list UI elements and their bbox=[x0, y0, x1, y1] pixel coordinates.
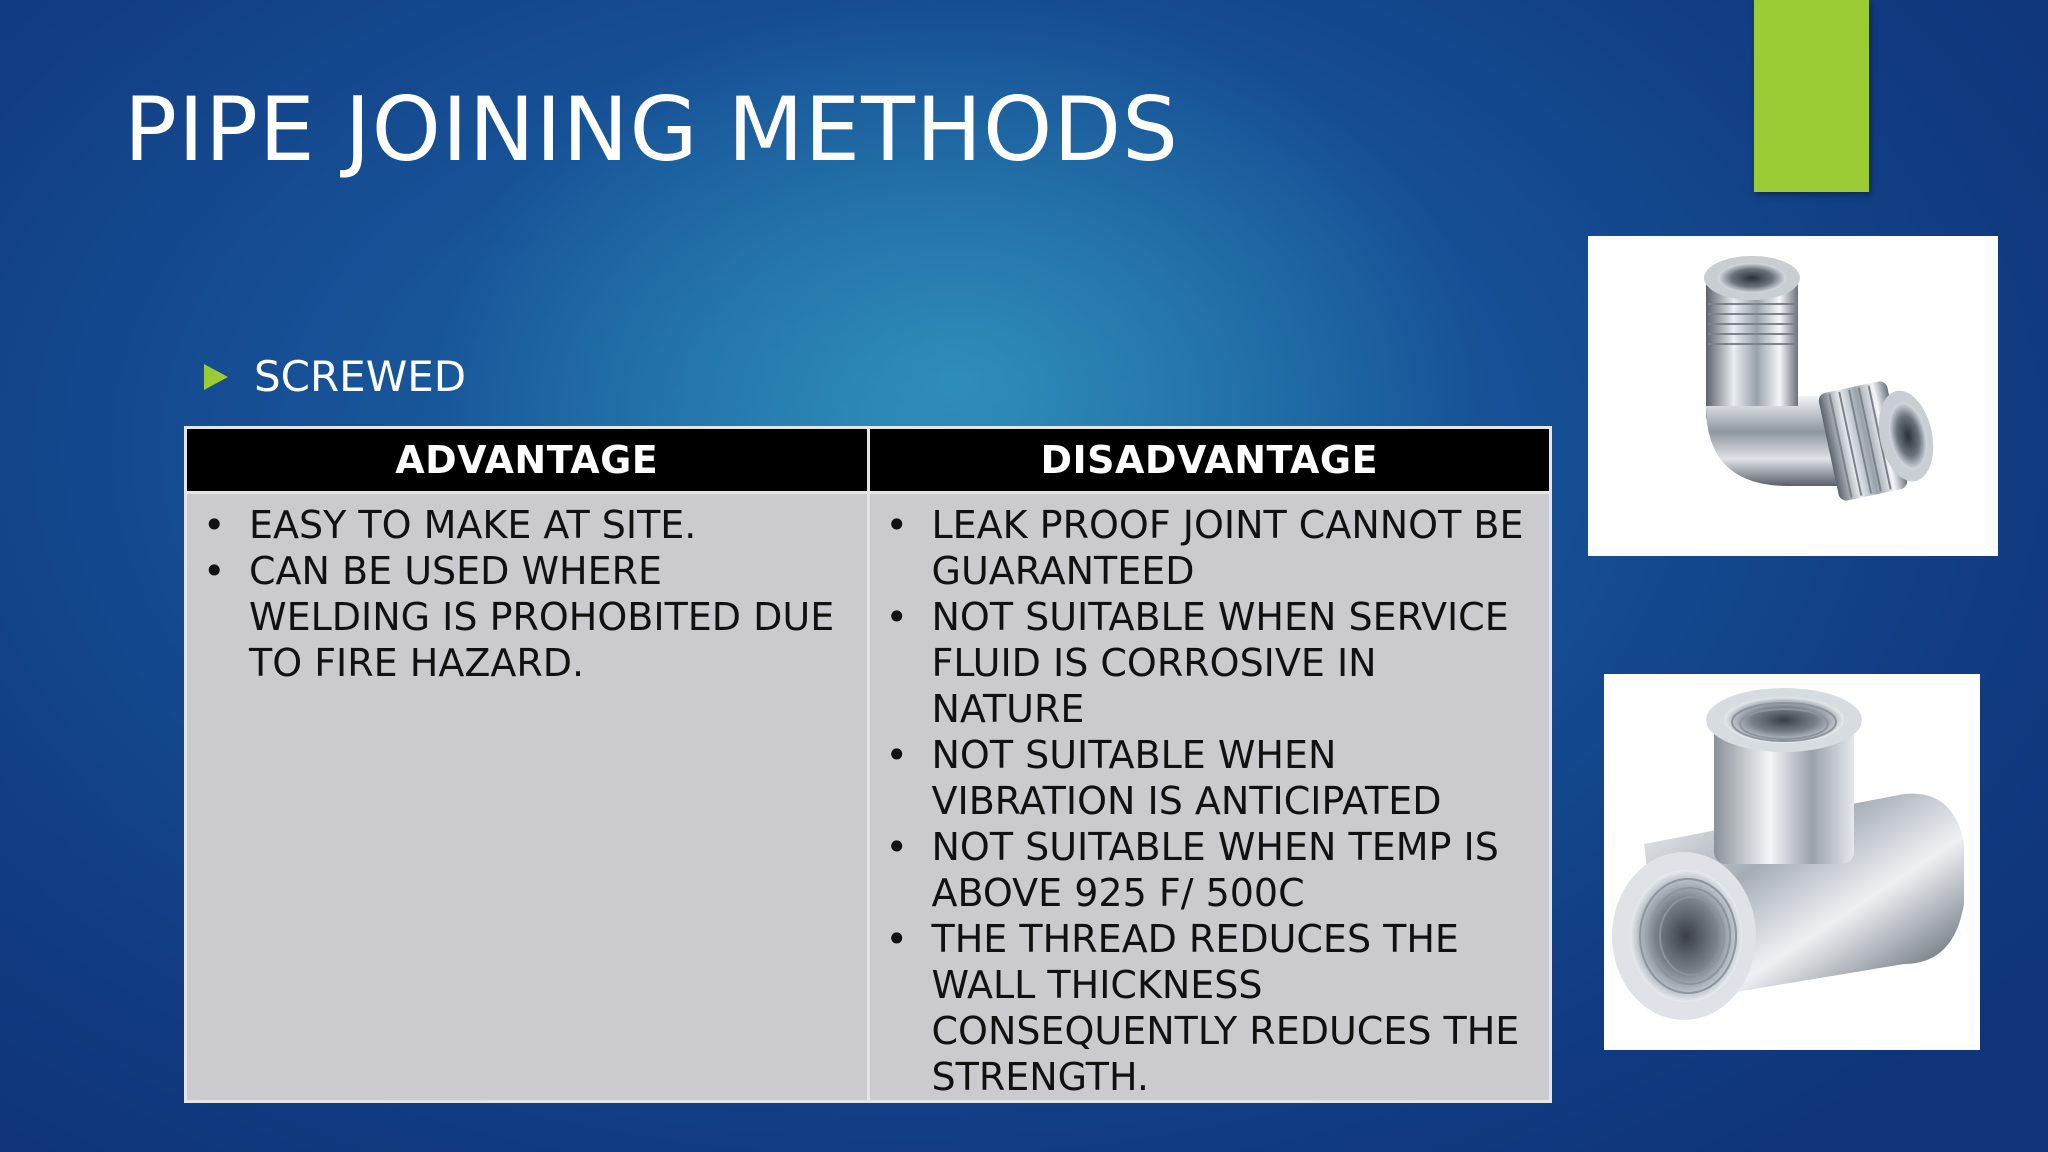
list-item: • NOT SUITABLE WHEN VIBRATION IS ANTICIPATED bbox=[884, 732, 1532, 824]
advantage-cell bbox=[186, 493, 869, 1102]
list-item: • LEAK PROOF JOINT CANNOT BE GUARANTEED bbox=[884, 502, 1532, 594]
list-item: • NOT SUITABLE WHEN TEMP IS ABOVE 925 F/ 500C bbox=[884, 824, 1532, 916]
header-disadvantage: DISADVANTAGE bbox=[868, 428, 1551, 493]
elbow-fitting-icon bbox=[1588, 236, 1998, 556]
tee-fitting-icon bbox=[1604, 674, 1980, 1050]
bullet-label: SCREWED bbox=[254, 352, 467, 401]
accent-bar bbox=[1754, 0, 1869, 192]
bullet-item-screwed bbox=[204, 352, 467, 401]
disadvantage-cell bbox=[868, 493, 1551, 1102]
triangle-bullet-icon bbox=[204, 364, 228, 390]
list-item: • CAN BE USED WHERE WELDING IS PROHOBITED DUE TO FIRE HAZARD. bbox=[201, 548, 849, 686]
tee-fitting-image bbox=[1604, 674, 1980, 1050]
list-item: • NOT SUITABLE WHEN SERVICE FLUID IS CORROSIVE IN NATURE bbox=[884, 594, 1532, 732]
comparison-table bbox=[184, 426, 1552, 1103]
advantage-list bbox=[201, 502, 849, 686]
elbow-fitting-image bbox=[1588, 236, 1998, 556]
list-item: • THE THREAD REDUCES THE WALL THICKNESS CONSEQUENTLY REDUCES THE STRENGTH. bbox=[884, 916, 1532, 1100]
table-header-row bbox=[186, 428, 1551, 493]
header-advantage: ADVANTAGE bbox=[186, 428, 869, 493]
slide-title: PIPE JOINING METHODS bbox=[124, 78, 1179, 181]
disadvantage-list bbox=[884, 502, 1532, 1100]
list-item: • EASY TO MAKE AT SITE. bbox=[201, 502, 849, 548]
table-row bbox=[186, 493, 1551, 1102]
